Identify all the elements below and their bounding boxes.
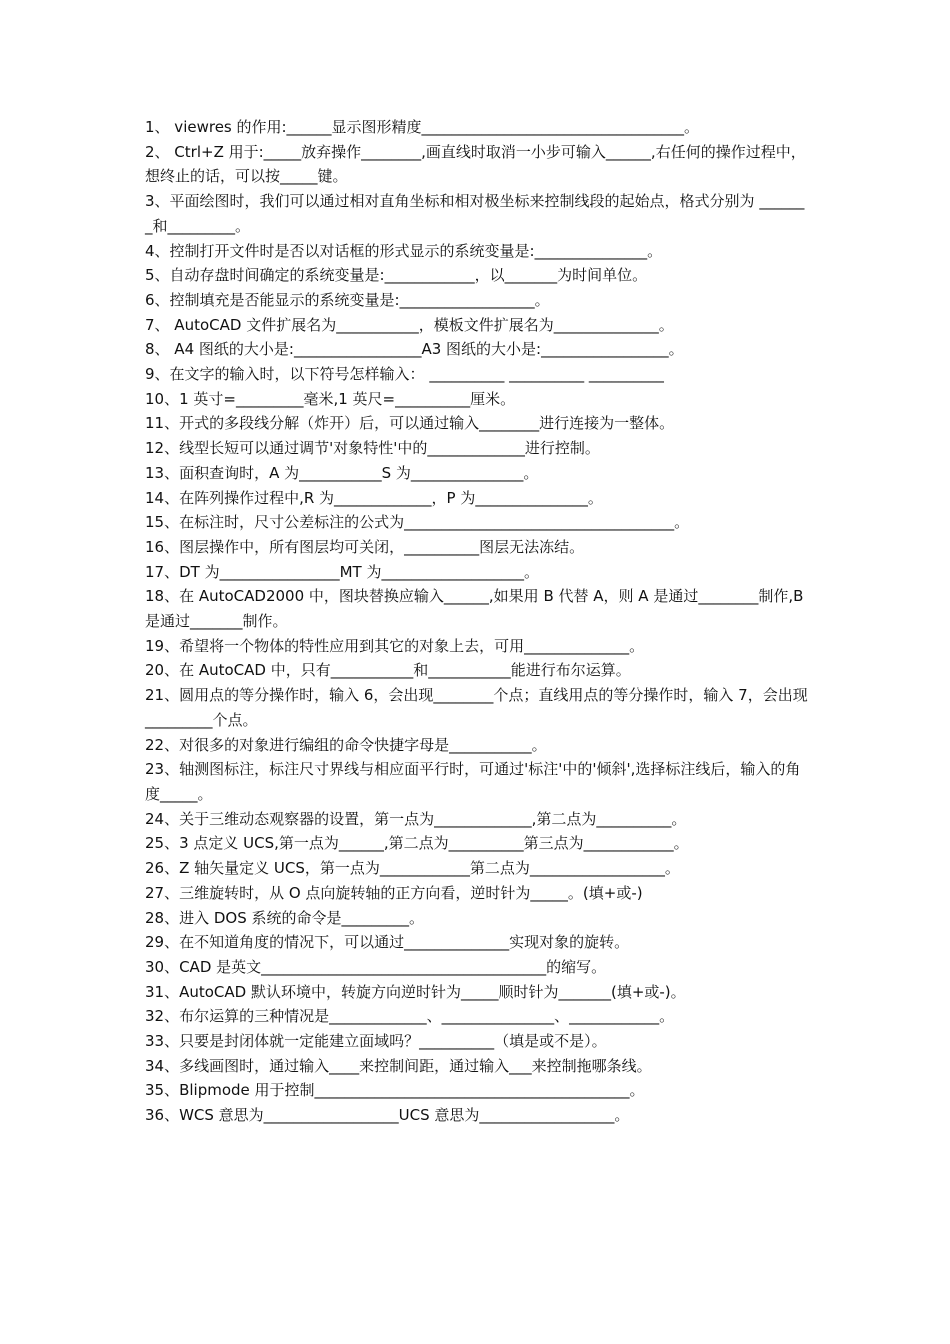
question-25: 25、3 点定义 UCS,第一点为______,第二点为__________第三点为____________。 [145, 834, 689, 853]
question-9: 9、在文字的输入时，以下符号怎样输入： __________ __________ __________ [145, 365, 664, 384]
question-5: 5、自动存盘时间确定的系统变量是:____________，以_______为时间单位。 [145, 266, 648, 285]
question-4: 4、控制打开文件时是否以对话框的形式显示的系统变量是:_______________。 [145, 241, 663, 260]
question-3: 3、平面绘图时，我们可以通过相对直角坐标和相对极坐标来控制线段的起始点，格式分别为 _______和_________。 [145, 192, 805, 235]
question-11: 11、开式的多段线分解（炸开）后，可以通过输入________进行连接为一整体。 [145, 414, 675, 433]
question-28: 28、进入 DOS 系统的命令是_________。 [145, 908, 425, 927]
question-21: 21、圆用点的等分操作时，输入 6，会出现________个点；直线用点的等分操作时，输入 7，会出现_________个点。 [145, 686, 808, 729]
question-1: 1、 viewres 的作用:______显示图形精度___________________________________。 [145, 118, 700, 136]
question-24: 24、关于三维动态观察器的设置，第一点为_____________,第二点为__________。 [145, 809, 687, 828]
question-7: 7、 AutoCAD 文件扩展名为___________，模板文件扩展名为______________。 [145, 315, 674, 334]
question-30: 30、CAD 是英文______________________________________的缩写。 [145, 957, 607, 976]
question-17: 17、DT 为________________MT 为___________________。 [145, 562, 539, 581]
question-27: 27、三维旋转时，从 O 点向旋转轴的正方向看，逆时针为_____。(填+或-) [145, 883, 643, 902]
question-29: 29、在不知道角度的情况下，可以通过______________实现对象的旋转。 [145, 933, 630, 952]
question-13: 13、面积查询时，A 为___________S 为_______________。 [145, 463, 539, 482]
question-6: 6、控制填充是否能显示的系统变量是:__________________。 [145, 290, 550, 309]
question-26: 26、Z 轴矢量定义 UCS，第一点为____________第二点为__________________。 [145, 859, 680, 878]
question-20: 20、在 AutoCAD 中，只有___________和___________能进行布尔运算。 [145, 661, 631, 680]
question-2: 2、 Ctrl+Z 用于:_____放弃操作________,画直线时取消一小步可输入______,右任何的操作过程中，想终止的话，可以按_____键。 [145, 142, 806, 186]
question-19: 19、希望将一个物体的特性应用到其它的对象上去，可用______________。 [145, 636, 645, 655]
question-15: 15、在标注时，尺寸公差标注的公式为____________________________________。 [145, 513, 690, 532]
question-8: 8、 A4 图纸的大小是:_________________A3 图纸的大小是:_________________。 [145, 340, 684, 359]
question-32: 32、布尔运算的三种情况是_____________、_______________、____________。 [145, 1007, 675, 1026]
question-35: 35、Blipmode 用于控制__________________________________________。 [145, 1081, 645, 1100]
question-34: 34、多线画图时，通过输入____来控制间距，通过输入___来控制拖哪条线。 [145, 1056, 652, 1075]
question-23: 23、轴测图标注，标注尺寸界线与相应面平行时，可通过'标注'中的'倾斜',选择标注线后，输入的角度_____。 [145, 760, 801, 803]
question-12: 12、线型长短可以通过调节'对象特性'中的_____________进行控制。 [145, 439, 600, 458]
document-page [145, 115, 810, 1128]
question-18: 18、在 AutoCAD2000 中，图块替换应输入______,如果用 B 代替 A，则 A 是通过________制作,B 是通过_______制作。 [145, 587, 804, 631]
question-33: 33、只要是封闭体就一定能建立面域吗？__________（填是或不是）。 [145, 1032, 607, 1051]
question-36: 36、WCS 意思为__________________UCS 意思为__________________。 [145, 1106, 630, 1125]
question-31: 31、AutoCAD 默认环境中，转旋方向逆时针为_____顺时针为_______(填+或-)。 [145, 982, 686, 1001]
question-16: 16、图层操作中，所有图层均可关闭，__________图层无法冻结。 [145, 537, 585, 556]
question-14: 14、在阵列操作过程中,R 为_____________，P 为_______________。 [145, 488, 603, 507]
question-10: 10、1 英寸=_________毫米,1 英尺=__________厘米。 [145, 389, 516, 408]
question-22: 22、对很多的对象进行编组的命令快捷字母是___________。 [145, 735, 547, 754]
